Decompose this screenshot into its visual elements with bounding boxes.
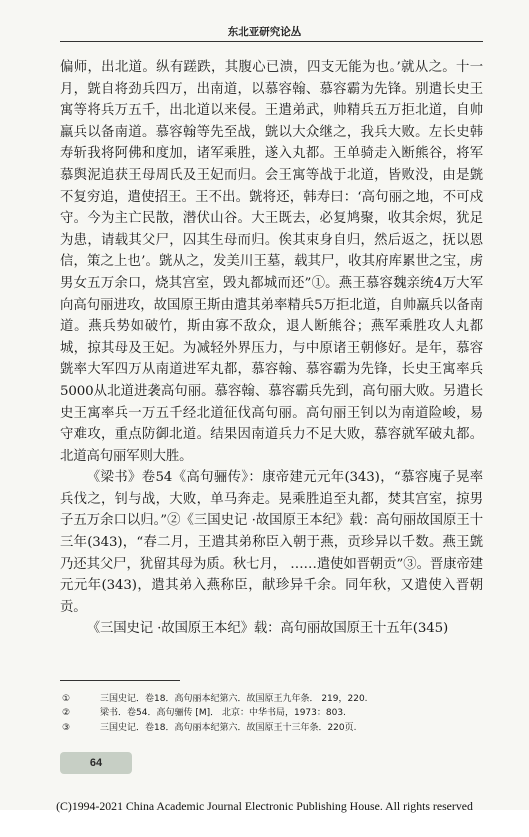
footnote xyxy=(62,692,482,706)
paragraph: 偏师，出北道。纵有蹉跌，其腹心已溃，四支无能为也。’就从之。十一月，皝自将劲兵四万，出南道，以慕容翰、慕容霸为先锋。别遣长史王寓等将兵万五千，出北道以来侵。王遣弟武，帅精兵五万拒北道，自帅羸兵以备南道。慕容翰等先至战，皝以大众继之，我兵大败。左长史韩寿斩我将阿佛和度加，诸军乘胜，遂入丸都。王单骑走入断熊谷，将军慕舆泥追获王母周氏及王妃而归。会王寓等战于北道，皆败没，由是皝不复穷追，遣使招王。王不出。皝将还，韩寿曰：‘高句丽之地，不可戍守。今为主亡民散，潜伏山谷。大王既去，必复鸠聚，收其余烬，犹足为患，请载其父尸，囚其生母而归。俟其束身自归，然后返之，抚以恩信，策之上也’。皝从之，发美川王墓，载其尸，收其府库累世之宝，虏男女五万余口，烧其宫室，毁丸都城而还”①。燕王慕容魏亲统4万大军向高句丽进攻，故国原王斯由遣其弟率精兵5万拒北道，自帅羸兵以备南道。燕兵势如破竹，斯由寡不敌众，退人断熊谷；燕军乘胜攻人丸都城，掠其母及王妃。为减轻外界压力，与中原诸王朝修好。是年，慕容皝率大军四万从南道进军丸都，慕容翰、慕容霸为先锋，长史王寓率兵5000从北道进袭高句丽。慕容翰、慕容霸兵先到，高句丽大败。另遣长史王寓率兵一万五千经北道征伐高句丽。高句丽王钊以为南道险峻，易守难攻，重点防御北道。结果因南道兵力不足大败，慕容就军破丸都。北道高句丽军则大胜。 xyxy=(60,60,483,464)
footnote-mark: ② xyxy=(62,708,71,719)
footnote-mark: ① xyxy=(62,694,71,704)
footnote-rule xyxy=(60,680,180,681)
copyright-notice: (C)1994-2021 China Academic Journal Electronic Publishing House. All rights reserved xyxy=(56,799,473,813)
footnote xyxy=(62,706,482,720)
page-number: 64 xyxy=(60,752,132,774)
header-rule xyxy=(60,41,483,42)
body-text xyxy=(60,57,483,640)
footnote-mark: ③ xyxy=(62,722,71,733)
footnote xyxy=(62,721,482,735)
paragraph: 《三国史记 ·故国原王本纪》载：高句丽故国原王十五年(345) xyxy=(86,621,449,637)
paragraph: 《梁书》卷54《高句骊传》：康帝建元元年(343)，“慕容廆子晃率兵伐之，钊与战，大败，单马奔走。晃乘胜追至丸都，焚其宫室，掠男子五万余口以归。”②《三国史记 ·故国原王本纪》载：高句丽故国原王十三年(343)，“春二月，王遣其弟称臣入朝于燕，贡珍异以千数。燕王皝乃还其父尸，犹留其母为质。秋七月， ……遣使如晋朝贡”③。晋康帝建元元年(343)，遣其弟入燕称臣，献珍异千余。同年秋，又遣使入晋朝贡。 xyxy=(60,470,483,615)
footnote-text: 梁书．卷54．高句骊传 [M]． 北京：中华书局，1973：803. xyxy=(100,708,346,719)
footnote-text: 三国史记．卷18．高句丽本纪第六．故国原王九年条． 219，220. xyxy=(100,694,368,704)
journal-title: 东北亚研究论丛 xyxy=(227,26,302,38)
footnotes xyxy=(62,692,482,735)
footnote-text: 三国史记．卷18．高句丽本纪第六．故国原王十三年条．220页. xyxy=(100,722,357,733)
